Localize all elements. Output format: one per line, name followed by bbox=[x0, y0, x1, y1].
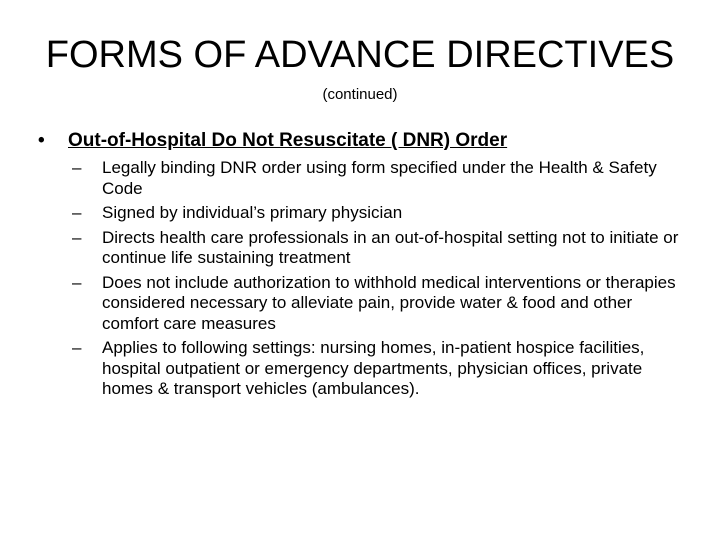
sub-bullet-item bbox=[72, 158, 684, 199]
bullet-marker: • bbox=[38, 130, 45, 151]
sub-bullet-item bbox=[72, 338, 684, 400]
main-bullet-text: Out-of-Hospital Do Not Resuscitate ( DNR) Order bbox=[68, 130, 508, 151]
dash-marker: – bbox=[72, 272, 82, 292]
sub-bullet-list bbox=[72, 158, 684, 404]
sub-bullet-text: Legally binding DNR order using form specified under the Health & Safety Code bbox=[102, 158, 657, 198]
dash-marker: – bbox=[72, 338, 82, 357]
slide-title: FORMS OF ADVANCE DIRECTIVES bbox=[45, 34, 675, 76]
dash-marker: – bbox=[72, 158, 82, 177]
sub-bullet-text: Signed by individual’s primary physician bbox=[102, 203, 403, 222]
main-bullet bbox=[38, 128, 688, 154]
sub-bullet-text: Does not include authorization to withhold medical interventions or therapies considered necessary to alleviate pain, provide water & food and other comfort care measures bbox=[102, 272, 676, 333]
sub-bullet-item bbox=[72, 228, 684, 269]
sub-bullet-text: Applies to following settings: nursing homes, in-patient hospice facilities, hospital outpatient or emergency departments, physician offices, private homes & transport vehicles (ambulances). bbox=[102, 338, 645, 398]
sub-bullet-item bbox=[72, 273, 684, 335]
dash-marker: – bbox=[72, 203, 82, 222]
sub-bullet-item bbox=[72, 203, 684, 224]
dash-marker: – bbox=[72, 227, 82, 247]
slide-subtitle: (continued) bbox=[322, 86, 398, 103]
sub-bullet-text: Directs health care professionals in an out-of-hospital setting not to initiate or continue life sustaining treatment bbox=[102, 227, 679, 267]
